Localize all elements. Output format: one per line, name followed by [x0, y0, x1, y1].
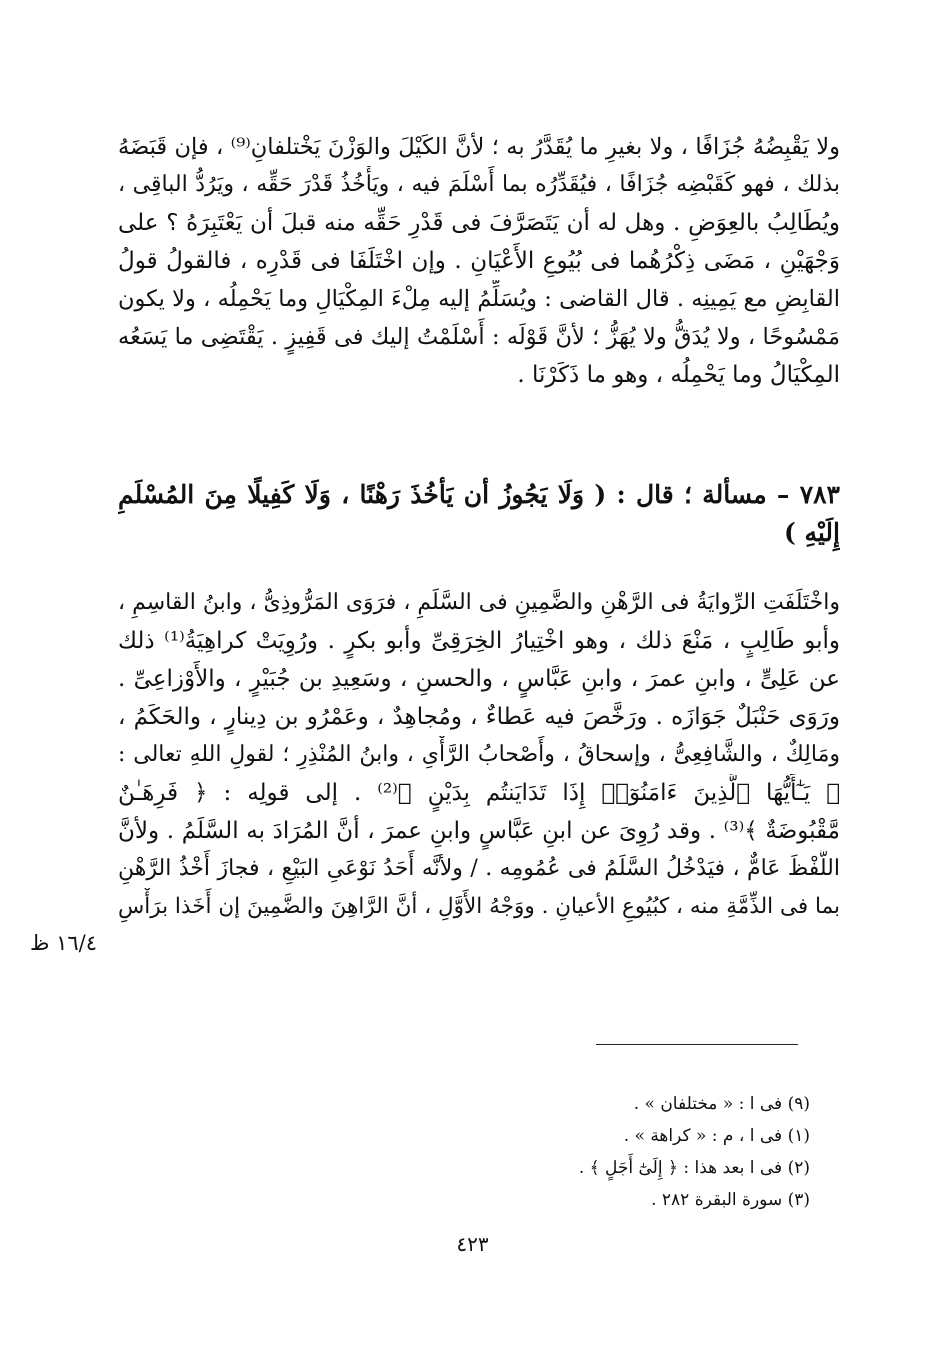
text-line: بما فى الذِّمَّةِ منه ، كبُيُوعِ الأعيانِ . ووَجْهُ الأَوَّلِ ، أنَّ الرَّاهِنَ والضَّمِينَ إن أَخَذا برَأْسِ [118, 894, 840, 919]
footnotes [300, 1088, 810, 1216]
heading-line: ٧٨٣ – مسألة ؛ قال : ( وَلَا يَجُوزُ أن يَأْخُذَ رَهْنًا ، وَلَا كَفِيلًا مِنَ المُسْلَمِ [118, 480, 840, 509]
text-line: ولا يَقْبِضُهُ جُزَافًا ، ولا بغيرِ ما يُقَدَّرُ به ؛ لأنَّ الكَيْلَ والوَزْنَ يَخْتلفانِ⁽⁹⁾ ، فإن قَبَضَهُ [118, 134, 840, 160]
footnote: (١) فى ا ، م : « كراهة » . [623, 1126, 810, 1146]
footnote-divider [596, 1044, 798, 1045]
text-line: مَمْسُوحًا ، ولا يُدَقُّ ولا يُهَزُّ ؛ لأنَّ قَوْلَه : أَسْلَمْتُ إليك فى قَفِيزٍ . يَقْتَضِى ما يَسَعُه [118, 324, 840, 350]
text-line: ويُطَالِبُ بالعِوَضِ . وهل له أن يَتَصَرَّفَ فى قَدْرِ حَقِّه منه قبلَ أن يَعْتَبِرَهُ ؟ على [118, 210, 840, 236]
page-number: ٤٢٣ [456, 1232, 489, 1256]
text-line: القابِضِ مع يَمِينِه . قال القاضى : ويُسَلِّمُ إليه مِلْءَ المِكْيَالِ وما يَحْمِلُه ، ولا يكون [118, 286, 840, 312]
text-line: واخْتَلَفَتِ الرِّوايَةُ فى الرَّهْنِ والضَّمِينِ فى السَّلَمِ ، فرَوَى المَرُّوذِىُّ ، وابنُ القاسِمِ ، [118, 590, 840, 615]
manuscript-folio-note: ١٦/٤ ظ [30, 931, 98, 955]
text-line: ورَوَى حَنْبَلٌ جَوَازَه . ورَخَّصَ فيه عَطاءٌ ، ومُجاهِدٌ ، وعَمْرُو بن دِينارٍ ، والحَكَمُ ، [118, 704, 840, 730]
text-line: ﴿ يَـٰٓأَيُّهَا ٱلَّذِينَ ءَامَنُوٓا۟ إِذَا تَدَايَنتُم بِدَيْنٍ ﴾⁽²⁾ . إلى قولِه : ﴿ فَرِهَـٰنٌ [118, 780, 840, 806]
paragraph-1 [118, 128, 840, 394]
section-heading [118, 476, 840, 552]
paragraph-2 [118, 584, 840, 926]
text-line: بذلك ، فهو كَقَبْضِه جُزَافًا ، فيُقَدِّرُه بما أَسْلَمَ فيه ، ويَأْخُذُ قَدْرَ حَقِّه ، ويَرُدُّ الباقِى ، [118, 172, 840, 197]
text-line: مَّقْبُوضَةٌ ﴾⁽³⁾ . وقد رُوِىَ عن ابنِ عَبَّاسٍ وابنِ عمرَ ، أنَّ المُرَادَ به السَّلَمُ . ولأنَّ [118, 818, 840, 844]
text-line: اللَّفْظَ عَامٌّ ، فيَدْخُلُ السَّلَمُ فى عُمُومِه . / ولأنَّه أَحَدُ نَوْعَىِ البَيْعِ ، فجازَ أَخْذُ الرَّهْنِ [118, 856, 840, 881]
footnote: (٢) فى ا بعد هذا : ﴿ إِلَىٰٓ أَجَلٍ ﴾ . [578, 1158, 810, 1178]
heading-line: إِلَيْهِ ) [783, 518, 840, 547]
footnote: (٣) سورة البقرة ٢٨٢ . [651, 1190, 810, 1210]
text-line: عن عَلِىٍّ ، وابنِ عمرَ ، وابنِ عَبَّاسٍ ، والحسنِ ، وسَعِيدِ بن جُبَيْرٍ ، والأَوْزاعِىِّ . [118, 666, 840, 692]
text-line: المِكْيَالُ وما يَحْمِلُه ، وهو ما ذَكَرْنَا . [517, 362, 840, 388]
text-line: ومَالِكٌ ، والشَّافِعِىُّ ، وإسحاقُ ، وأَصْحابُ الرَّأْىِ ، وابنُ المُنْذِرِ ؛ لقولِ اللهِ تعالى : [118, 742, 840, 767]
text-line: وأبو طَالِبٍ ، مَنْعَ ذلك ، وهو اخْتِيارُ الخِرَقِىِّ وأبو بكرٍ . ورُوِيَتْ كراهِيَةُ⁽¹⁾ ذلك [118, 628, 840, 654]
text-line: وَجْهَيْنِ ، مَضَى ذِكْرُهُما فى بُيُوعِ الأَعْيَانِ . وإن اخْتَلَفَا فى قَدْرِه ، فالقولُ قولُ [118, 248, 840, 274]
footnote: (٩) فى ا : « مختلفان » . [633, 1094, 810, 1114]
